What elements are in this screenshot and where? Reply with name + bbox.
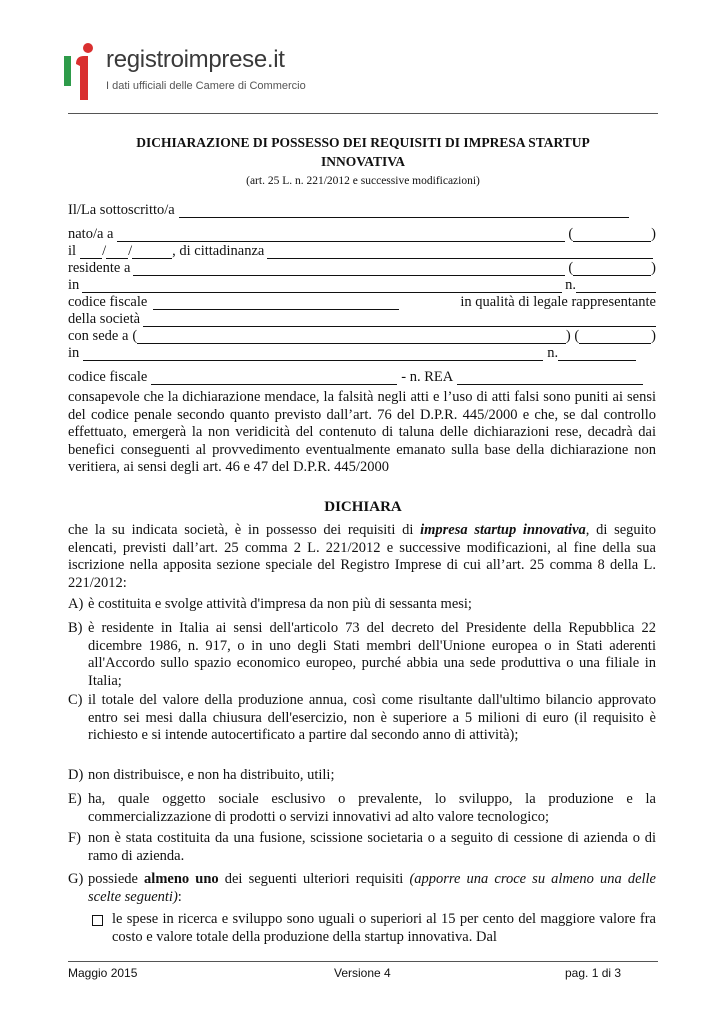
header-divider (68, 113, 658, 114)
logo-tagline: I dati ufficiali delle Camere di Commercio (106, 80, 306, 92)
option-research-spending: le spese in ricerca e sviluppo sono uguali o superiori al 15 per cento del maggiore valore fra costo e valore totale della produzione della startup innovativa. Dal (68, 911, 656, 946)
company-field[interactable] (143, 313, 656, 327)
footer-date: Maggio 2015 (68, 966, 138, 980)
footer-version: Versione 4 (334, 966, 391, 980)
residence-field[interactable] (133, 262, 565, 276)
registro-imprese-logo (62, 42, 306, 102)
citizenship-field[interactable] (267, 245, 653, 259)
birth-month-field[interactable] (106, 245, 128, 259)
address-line: in n. (68, 277, 656, 293)
seat-field[interactable] (137, 330, 566, 344)
registro-imprese-logo-icon (62, 42, 100, 100)
signer-field[interactable] (179, 204, 629, 218)
footer-page: pag. 1 di 3 (565, 966, 622, 980)
awareness-paragraph: consapevole che la dichiarazione mendace, la falsità negli atti e l’uso di atti falsi sono puniti ai sensi del codice penale secondo quanto previsto dall’art. 76 del D.P.R. 445/2000 e che, se dal controllo effettuato, emergerà la non veridicità del contenuto di taluna delle dichiarazioni rese, decadrà dai benefici conseguenti al provvedimento eventualmente emanato sulla base della dichiarazione non veritiera, ai sensi degli art. 46 e 47 del D.P.R. 445/2000 (68, 389, 656, 475)
rea-field[interactable] (457, 371, 643, 385)
document-subtitle: (art. 25 L. n. 221/2012 e successive modificazioni) (246, 175, 480, 187)
requirement-e: E) ha, quale oggetto sociale esclusivo o prevalente, lo sviluppo, la produzione e la commercializzazione di prodotti o servizi innovativi ad alto valore tecnologico; (68, 791, 656, 825)
dichiara-heading: DICHIARA (324, 499, 402, 515)
birthplace-line: nato/a a ( ) (68, 226, 656, 242)
tax-code-field[interactable] (153, 296, 399, 310)
seat-province-field[interactable] (579, 330, 651, 344)
birth-day-field[interactable] (80, 245, 102, 259)
footer-divider (68, 961, 658, 962)
company-tax-code-field[interactable] (151, 371, 397, 385)
birthplace-field[interactable] (117, 228, 566, 242)
requirement-c: C) il totale del valore della produzione annua, così come risultante dall'ultimo bilancio approvato entro sei mesi dalla chiusura dell'esercizio, non è superiore a 5 milioni di euro (il requisito è richiesto e si intende autocertificato a partire dal secondo anno di attività); (68, 692, 656, 743)
birth-year-field[interactable] (132, 245, 172, 259)
birthdate-line: il / / , di cittadinanza (68, 243, 656, 259)
birth-province-field[interactable] (573, 228, 651, 242)
seat-address-line: in n. (68, 345, 656, 361)
requirement-g: G) possiede almeno uno dei seguenti ulteriori requisiti (apporre una croce su almeno una delle scelte seguenti): (68, 871, 656, 905)
seat-address-field[interactable] (83, 347, 543, 361)
address-field[interactable] (82, 279, 562, 293)
residence-province-field[interactable] (573, 262, 651, 276)
seat-line: con sede a ( ) ( ) (68, 328, 656, 344)
tax-code-line: codice fiscale in qualità di legale rappresentante (68, 294, 656, 310)
signer-line: Il/La sottoscritto/a (68, 202, 656, 218)
document-title: DICHIARAZIONE DI POSSESSO DEI REQUISITI DI IMPRESA STARTUP INNOVATIVA (136, 135, 590, 169)
requirement-a: A) è costituita e svolge attività d'impresa da non più di sessanta mesi; (68, 596, 472, 612)
intro-paragraph: che la su indicata società, è in possesso dei requisiti di impresa startup innovativa, di seguito elencati, previsti dall’art. 25 comma 2 L. 221/2012 e successive modificazioni, al fine della sua iscrizione nella apposita sezione speciale del Registro Imprese di cui all’art. 25 comma 8 della L. 221/2012: (68, 522, 656, 591)
requirement-d: D) non distribuisce, e non ha distribuito, utili; (68, 767, 335, 783)
seat-number-field[interactable] (558, 347, 636, 361)
option-checkbox[interactable] (92, 915, 103, 926)
company-tax-code-line: codice fiscale - n. REA (68, 369, 656, 385)
company-line: della società (68, 311, 656, 327)
residence-line: residente a ( ) (68, 260, 656, 276)
requirement-b: B) è residente in Italia ai sensi dell'articolo 73 del decreto del Presidente della Repubblica 22 dicembre 1986, n. 917, o in uno degli Stati membri dell'Unione europea o in Stati aderenti all'Accordo sullo spazio economico europeo, purché abbia una sede produttiva o una filiale in Italia; (68, 620, 656, 689)
address-number-field[interactable] (576, 279, 656, 293)
logo-name: registroimprese.it (106, 46, 285, 73)
requirement-f: F) non è stata costituita da una fusione, scissione societaria o a seguito di cessione di azienda o di ramo di azienda. (68, 830, 656, 864)
